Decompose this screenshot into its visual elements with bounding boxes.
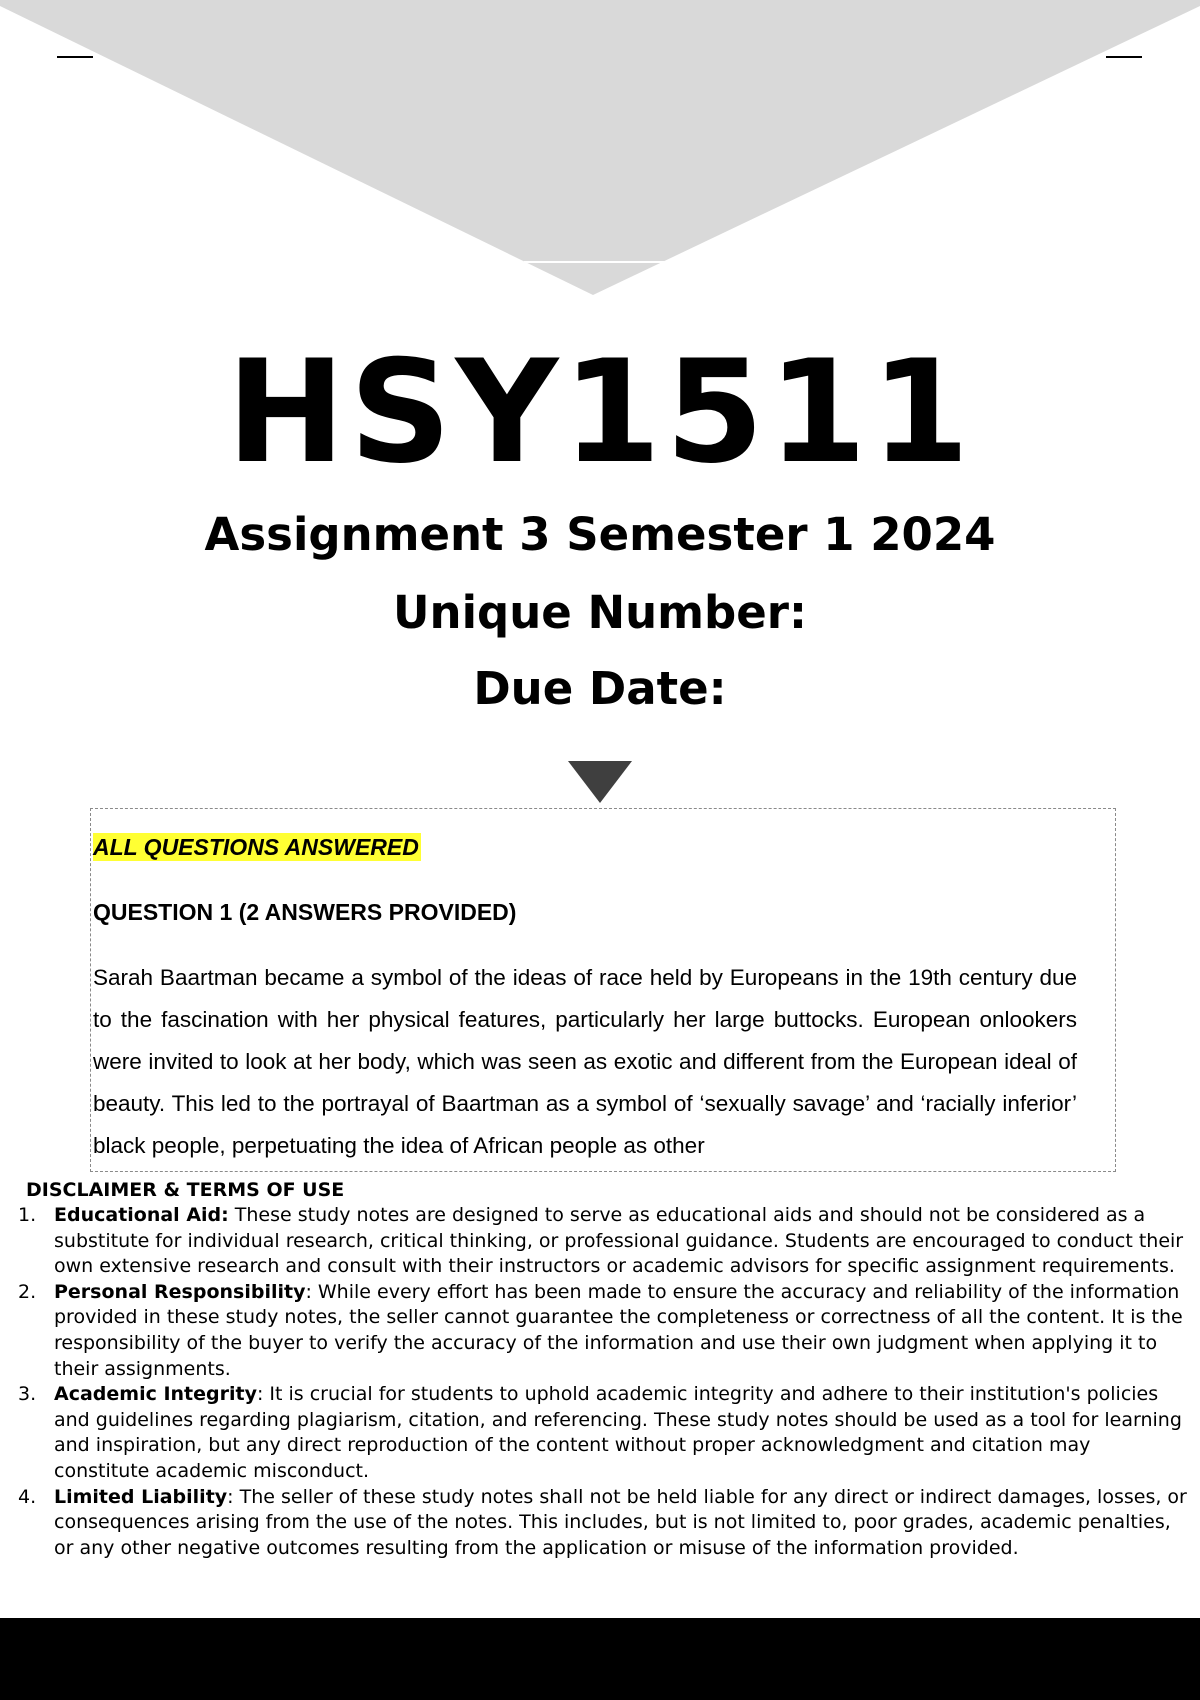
footer-bar xyxy=(0,1618,1200,1700)
terms-list xyxy=(0,1203,1190,1561)
term-text: : While every effort has been made to ensure the accuracy and reliability of the information provided in these study notes, the seller cannot guarantee the completeness or correctness of all the content. It is the responsibility of the buyer to verify the accuracy of the information and use their own judgment when applying it to their assignments. xyxy=(54,1280,1183,1380)
corner-mark-right xyxy=(1106,56,1142,58)
term-text: : The seller of these study notes shall not be held liable for any direct or indirect damages, losses, or consequences arising from the use of the notes. This includes, but is not limited to, poor grades, academic penalties, or any other negative outcomes resulting from the application or misuse of the information provided. xyxy=(54,1485,1187,1559)
term-text: : It is crucial for students to uphold academic integrity and adhere to their institution's policies and guidelines regarding plagiarism, citation, and referencing. These study notes should be used as a tool for learning and inspiration, but any direct reproduction of the content without proper acknowledgment and citation may constitute academic misconduct. xyxy=(54,1383,1182,1482)
cover-banner-chevron xyxy=(0,0,1200,300)
unique-number-label: Unique Number: xyxy=(393,586,807,639)
term-heading: Educational Aid: xyxy=(54,1204,229,1226)
question-heading: QUESTION 1 (2 ANSWERS PROVIDED) xyxy=(93,899,517,925)
term-body xyxy=(54,1203,1190,1280)
term-item-limited-liability xyxy=(0,1485,1190,1562)
course-code: HSY1511 xyxy=(226,330,974,495)
all-questions-answered-note: ALL QUESTIONS ANSWERED xyxy=(93,834,419,860)
term-number: 1. xyxy=(18,1204,37,1226)
term-item-educational-aid xyxy=(0,1203,1190,1280)
term-number: 4. xyxy=(18,1485,37,1508)
term-item-academic-integrity xyxy=(0,1382,1190,1484)
term-body xyxy=(54,1485,1190,1562)
answer-preview-box xyxy=(90,808,1116,1172)
disclaimer-title: DISCLAIMER & TERMS OF USE xyxy=(26,1179,345,1201)
term-heading: Limited Liability xyxy=(54,1485,228,1508)
answer-paragraph: Sarah Baartman became a symbol of the ideas of race held by Europeans in the 19th century due to the fascination with her physical features, particularly her large buttocks. European onlookers were invited to look at her body, which was seen as exotic and different from the European ideal of beauty. This led to the portrayal of Baartman as a symbol of ‘sexually savage’ and ‘racially inferior’ black people, perpetuating the idea of African people as other xyxy=(93,965,1077,1158)
term-text: These study notes are designed to serve as educational aids and should not be considered as a substitute for individual research, critical thinking, or professional guidance. Students are encouraged to conduct their own extensive research and consult with their instructors or academic advisors for specific assignment requirements. xyxy=(54,1204,1184,1278)
term-number: 3. xyxy=(18,1383,37,1406)
corner-mark-left xyxy=(57,56,93,58)
disclaimer-section xyxy=(0,1172,1200,1618)
down-arrow-icon xyxy=(568,761,632,803)
due-date-label: Due Date: xyxy=(473,662,727,715)
term-heading: Academic Integrity xyxy=(54,1383,257,1406)
assignment-title: Assignment 3 Semester 1 2024 xyxy=(204,508,996,561)
term-item-personal-responsibility xyxy=(0,1280,1190,1382)
term-number: 2. xyxy=(18,1280,37,1303)
term-heading: Personal Responsibility xyxy=(54,1280,306,1303)
term-body xyxy=(54,1382,1190,1484)
term-body xyxy=(54,1280,1190,1382)
